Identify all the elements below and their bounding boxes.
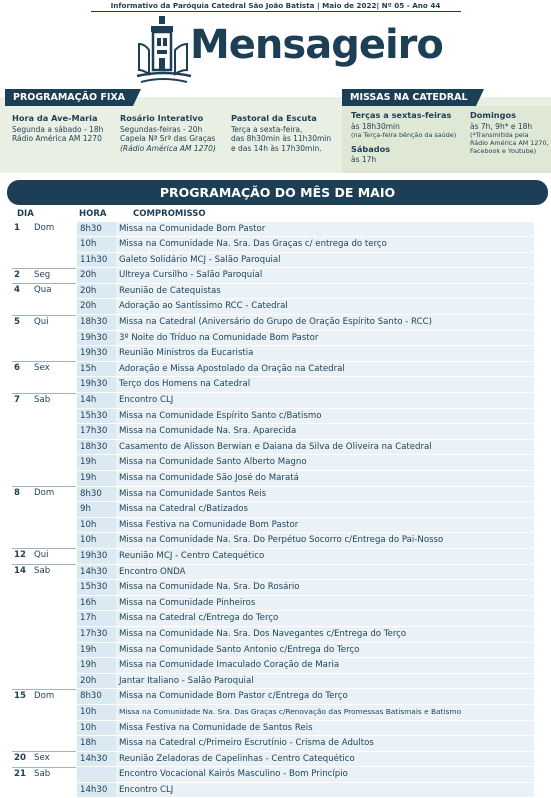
row-day: 12 [14,550,26,561]
row-day: 15 [14,690,26,701]
row-day: 7 [14,394,20,405]
row-time: 11h30 [77,253,117,268]
fixa-item-line: e das 14h às 17h30min. [231,143,322,153]
row-time: 9h [77,502,117,517]
row-commitment: Missa na Comunidade Bom Pastor [116,222,534,237]
table-row [12,283,534,299]
row-time: 19h30 [77,331,117,346]
row-commitment: Missa na Comunidade Espírito Santo c/Batismo [116,409,534,424]
fixa-item-line: Capela Nª Srª das Graças [120,134,216,143]
fixa-item-line: (Rádio América AM 1270) [120,143,216,153]
row-time: 14h30 [77,783,117,798]
row-time: 17h30 [77,424,117,439]
row-weekday: Qui [34,316,49,327]
row-time: 16h [77,596,117,611]
row-time: 8h30 [77,222,117,237]
missas-domingos [470,111,550,155]
row-weekday: Sab [34,394,51,405]
fixa-item-line: Segundas-feiras - 20h [120,124,203,134]
table-row [12,720,534,736]
table-row [12,237,534,253]
missas-domingos-note: Facebook e Youtube) [470,147,537,155]
row-commitment: Missa na Catedral (Aniversário do Grupo de Oração Espírito Santo - RCC) [116,315,534,330]
table-row [12,626,534,642]
row-commitment: Reunião Zeladoras de Capelinhas - Centro Catequético [116,752,534,767]
row-time: 15h30 [77,580,117,595]
row-commitment: Jantar Italiano - Salão Paroquial [116,674,534,689]
table-row [12,658,534,674]
table-row [12,299,534,315]
row-commitment: Ultreya Cursilho - Salão Paroquial [116,268,534,283]
row-time: 15h30 [77,409,117,424]
row-weekday: Qui [34,550,49,561]
fixa-item-title: Pastoral da Escuta [231,113,317,123]
row-time: 20h [77,268,117,283]
row-commitment: Encontro ONDA [116,565,534,580]
table-row [12,689,534,705]
row-time: 19h [77,643,117,658]
row-commitment: Missa Festiva na Comunidade de Santos Reis [116,721,534,736]
row-day: 5 [14,316,20,327]
row-time: 10h [77,237,117,252]
col-header-hora: HORA [79,209,107,219]
table-row [12,471,534,487]
row-day: 14 [14,566,26,577]
programacao-mes-title: PROGRAMAÇÃO DO MÊS DE MAIO [7,180,548,205]
row-time: 19h [77,471,117,486]
table-row [12,393,534,409]
row-commitment: Missa na Comunidade Santo Antonio c/Entrega do Terço [116,643,534,658]
row-time: 20h [77,299,117,314]
missas-domingos-line: às 7h, 9h* e 18h [470,121,533,131]
table-row [12,673,534,689]
schedule-table [12,221,534,798]
row-time: 10h [77,518,117,533]
row-time: 18h30 [77,440,117,455]
fixa-item-line: Segunda a sábado - 18h [12,124,104,134]
row-day: 8 [14,488,20,499]
table-row [12,361,534,377]
table-row [12,751,534,767]
row-commitment: Missa na Catedral c/Entrega do Terço [116,611,534,626]
row-commitment: Encontro CLJ [116,393,534,408]
col-header-dia: DIA [17,209,34,219]
row-weekday: Sab [34,566,51,577]
missas-sabados-line: às 17h [351,155,377,164]
row-weekday: Qua [34,285,52,296]
table-row [12,455,534,471]
row-time: 10h [77,533,117,548]
row-weekday: Sex [34,363,50,374]
row-weekday: Dom [34,690,55,701]
row-commitment: Encontro Vocacional Kairós Masculino - Bom Princípio [116,767,534,782]
top-rule [91,11,461,12]
row-weekday: Sex [34,753,50,764]
table-row [12,221,534,237]
row-commitment: Missa na Comunidade Santos Reis [116,487,534,502]
row-commitment: Missa na Comunidade Na. Sra. Do Rosário [116,580,534,595]
row-time: 15h [77,362,117,377]
row-commitment: Missa na Comunidade Na. Sra. Dos Navegantes c/Entrega do Terço [116,627,534,642]
newsletter-info-line: Informativo da Paróquia Catedral São João Batista | Maio de 2022| Nº 05 - Ano 44 [110,1,441,10]
table-row [12,268,534,284]
table-row [12,564,534,580]
row-commitment: Missa na Comunidade Imaculado Coração de Maria [116,658,534,673]
table-row [12,580,534,596]
row-time: 19h [77,658,117,673]
table-row [12,424,534,440]
row-time [77,767,117,782]
row-commitment: Missa na Comunidade Bom Pastor c/Entrega do Terço [116,689,534,704]
missas-domingos-note: (*Transmitida pela [470,131,529,139]
table-row [12,377,534,393]
row-time: 10h [77,721,117,736]
programacao-fixa-tab: PROGRAMAÇÃO FIXA [5,89,133,106]
row-time: 10h [77,705,117,720]
fixa-item-rosario [120,114,228,153]
table-row [12,502,534,518]
table-row [12,736,534,752]
row-commitment: Missa Festiva na Comunidade Bom Pastor [116,518,534,533]
row-commitment: Missa na Comunidade São José do Maratá [116,471,534,486]
table-row [12,517,534,533]
fixa-item-title: Rosário Interativo [120,113,204,123]
row-time: 19h30 [77,549,117,564]
table-row [12,782,534,798]
row-commitment: 3º Noite do Tríduo na Comunidade Bom Pastor [116,331,534,346]
table-row [12,642,534,658]
table-row [12,315,534,331]
row-commitment: Missa na Comunidade Pinheiros [116,596,534,611]
row-commitment: Missa na Catedral c/Batizados [116,502,534,517]
row-commitment: Galeto Solidário MCJ - Salão Paroquial [116,253,534,268]
row-weekday: Seg [34,269,51,280]
missas-tercas-title: Terças a sextas-feiras [351,110,452,120]
row-time: 14h30 [77,565,117,580]
row-commitment: Adoração e Missa Apostolado da Oração na Catedral [116,362,534,377]
fixa-item-line: Terça a sexta-feira, [231,124,303,134]
table-row [12,595,534,611]
fixa-item-line: das 8h30min às 11h30min [231,134,332,143]
table-row [12,533,534,549]
row-time: 14h [77,393,117,408]
row-time: 14h30 [77,752,117,767]
table-row [12,486,534,502]
table-row [12,252,534,268]
row-time: 19h30 [77,346,117,361]
table-row [12,330,534,346]
row-commitment: Reunião MCJ - Centro Catequético [116,549,534,564]
missas-catedral-tab: MISSAS NA CATEDRAL [342,89,476,106]
table-row [12,408,534,424]
row-weekday: Dom [34,223,55,233]
fixa-item-title: Hora da Ave-Maria [12,113,98,123]
row-commitment: Missa na Comunidade Na. Sra. Do Perpétuo Socorro c/Entrega do Pai-Nosso [116,533,534,548]
col-header-compromisso: COMPROMISSO [133,209,206,219]
row-commitment: Casamento de Alisson Berwian e Daiana da Silva de Oliveira na Catedral [116,440,534,455]
row-time: 19h30 [77,377,117,392]
newsletter-title: Mensageiro [190,22,443,68]
table-row [12,439,534,455]
row-commitment: Missa na Comunidade Na. Sra. Das Graças c/Renovação das Promessas Batismais e Batismo [116,705,534,720]
table-row [12,611,534,627]
fixa-item-escuta [231,114,341,153]
missas-tercas [351,111,466,165]
missas-tercas-line: às 18h30min [351,121,400,131]
cathedral-logo-icon [135,14,193,86]
row-time: 19h [77,455,117,470]
table-row [12,548,534,564]
row-time: 18h30 [77,315,117,330]
row-day: 4 [14,285,20,296]
fixa-item-line: Rádio América AM 1270 [12,134,102,143]
missas-tercas-note: (na Terça-feira bênção da saúde) [351,131,457,139]
table-row [12,346,534,362]
row-time: 20h [77,674,117,689]
missas-domingos-note: Rádio América AM 1270, [470,139,549,147]
row-weekday: Sab [34,768,51,779]
row-time: 8h30 [77,689,117,704]
row-commitment: Terço dos Homens na Catedral [116,377,534,392]
row-time: 20h [77,284,117,299]
row-commitment: Missa na Comunidade Santo Alberto Magno [116,455,534,470]
row-day: 2 [14,269,20,280]
row-time: 18h [77,736,117,751]
missas-domingos-title: Domingos [470,110,516,120]
row-time: 17h [77,611,117,626]
row-commitment: Encontro CLJ [116,783,534,798]
row-commitment: Reunião Ministros da Eucaristia [116,346,534,361]
row-day: 21 [14,768,26,779]
row-day: 6 [14,363,20,374]
missas-sabados-title: Sábados [351,143,391,154]
row-day: 20 [14,753,26,764]
row-commitment: Reunião de Catequistas [116,284,534,299]
row-commitment: Missa na Comunidade Na. Sra. Aparecida [116,424,534,439]
row-commitment: Adoração ao Santíssimo RCC - Catedral [116,299,534,314]
row-commitment: Missa na Catedral c/Primeiro Escrutínio - Crisma de Adultos [116,736,534,751]
row-time: 8h30 [77,487,117,502]
table-row [12,704,534,720]
row-commitment: Missa na Comunidade Na. Sra. Das Graças c/ entrega do terço [116,237,534,252]
fixa-item-ave-maria [12,114,117,144]
row-time: 17h30 [77,627,117,642]
row-day: 1 [14,223,20,233]
table-row [12,767,534,783]
row-weekday: Dom [34,488,55,499]
